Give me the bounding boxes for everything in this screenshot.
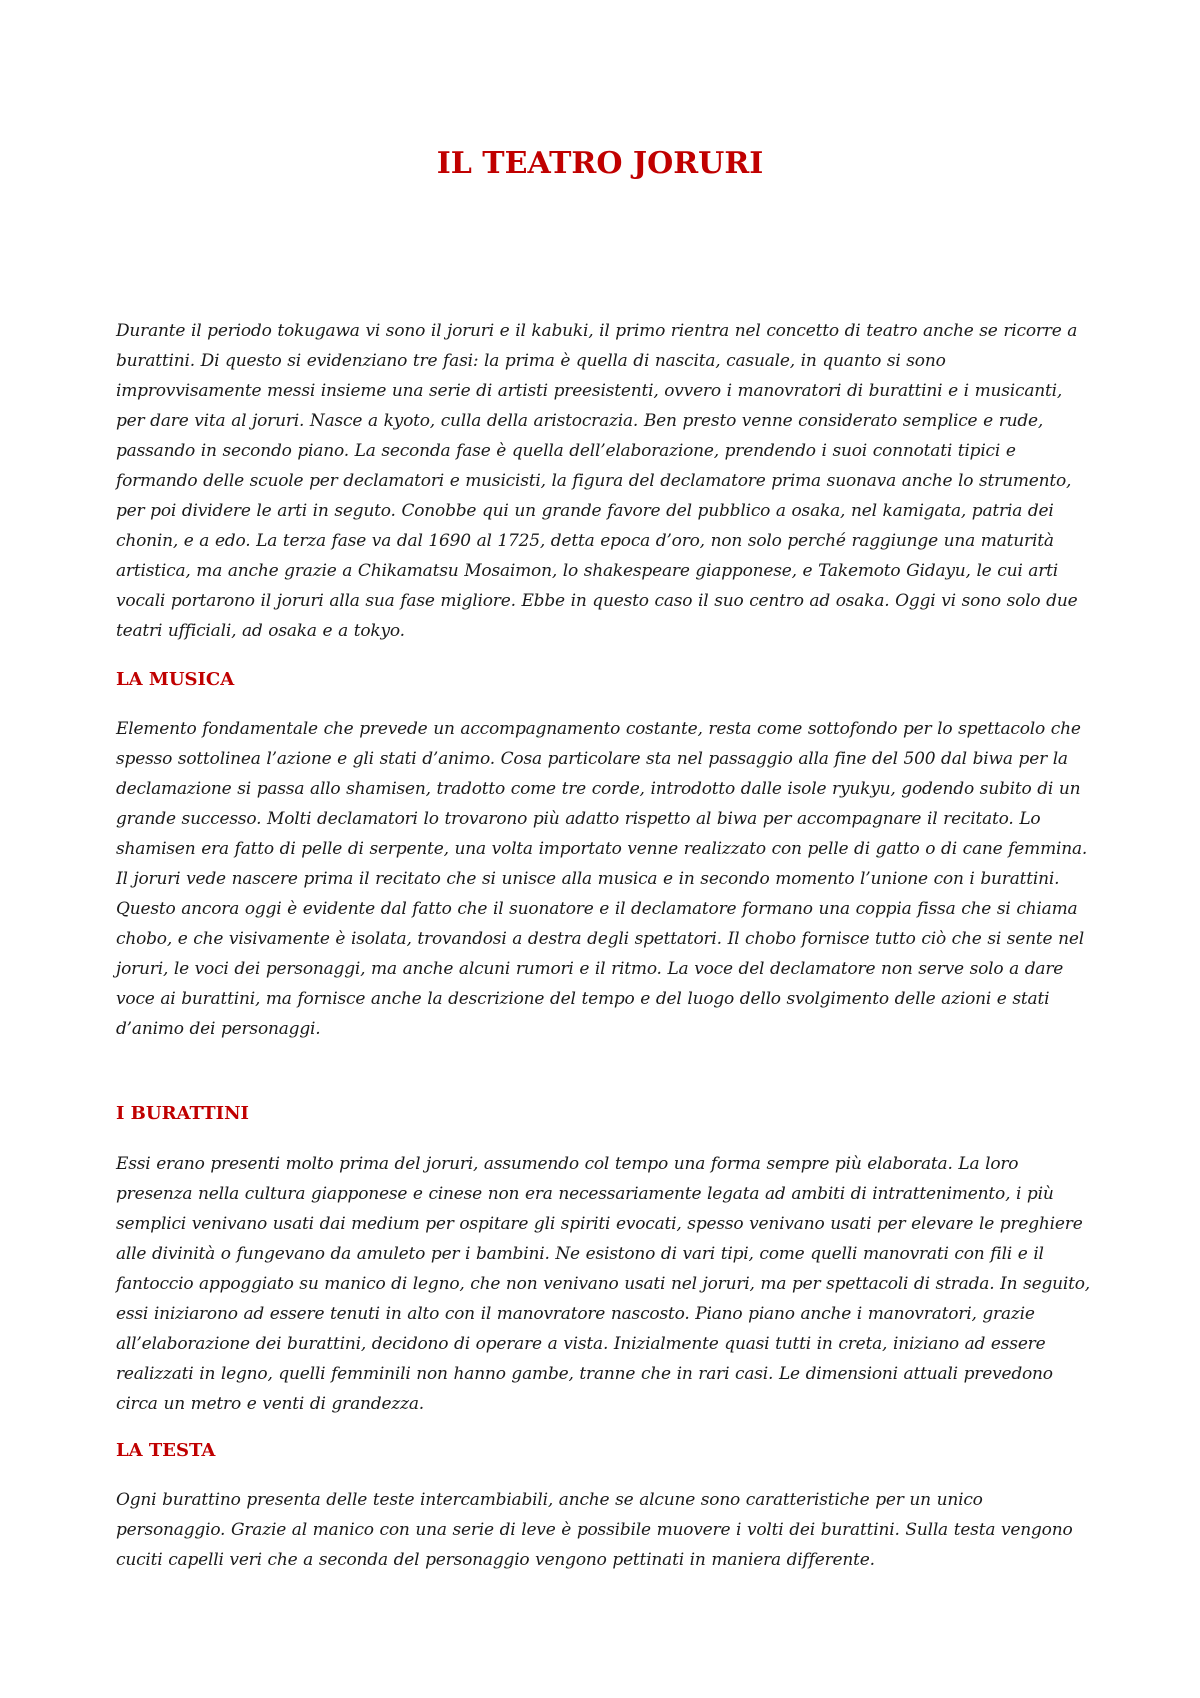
section-paragraph-i-burattini: Essi erano presenti molto prima del joruri, assumendo col tempo una forma sempre più elaborata. La loro presenza nella cultura giapponese e cinese non era necessariamente legata ad ambiti di intrattenimento, i più semplici venivano usati dai medium per ospitare gli spiriti evocati, spesso venivano usati per elevare le preghiere alle divinità o fungevano da amuleto per i bambini. Ne esistono di vari tipi, come quelli manovrati con fili e il fantoccio appoggiato su manico di legno, che non venivano usati nel joruri, ma per spettacoli di strada. In seguito, essi iniziarono ad essere tenuti in alto con il manovratore nascosto. Piano piano anche i manovratori, grazie all’elaborazione dei burattini, decidono di operare a vista. Inizialmente quasi tutti in creta, iniziano ad essere realizzati in legno, quelli femminili non hanno gambe, tranne che in rari casi. Le dimensioni attuali prevedono circa un metro e venti di grandezza. bbox=[116, 1154, 1090, 1414]
document-title: IL TEATRO JORURI bbox=[436, 146, 764, 181]
intro-paragraph: Durante il periodo tokugawa vi sono il joruri e il kabuki, il primo rientra nel concetto di teatro anche se ricorre a burattini. Di questo si evidenziano tre fasi: la prima è quella di nascita, casuale, in quanto si sono improvvisamente messi insieme una serie di artisti preesistenti, ovvero i manovratori di burattini e i musicanti, per dare vita al joruri. Nasce a kyoto, culla della aristocrazia. Ben presto venne considerato semplice e rude, passando in secondo piano. La seconda fase è quella dell’elaborazione, prendendo i suoi connotati tipici e formando delle scuole per declamatori e musicisti, la figura del declamatore prima suonava anche lo strumento, per poi dividere le arti in seguto. Conobbe qui un grande favore del pubblico a osaka, nel kamigata, patria dei chonin, e a edo. La terza fase va dal 1690 al 1725, detta epoca d’oro, non solo perché raggiunge una maturità artistica, ma anche grazie a Chikamatsu Mosaimon, lo shakespeare giapponese, e Takemoto Gidayu, le cui arti vocali portarono il joruri alla sua fase migliore. Ebbe in questo caso il suo centro ad osaka. Oggi vi sono solo due teatri ufficiali, ad osaka e a tokyo. bbox=[116, 321, 1078, 641]
section-heading-la-musica: LA MUSICA bbox=[116, 669, 235, 690]
section-heading-la-testa: LA TESTA bbox=[116, 1440, 216, 1461]
section-paragraph-la-testa: Ogni burattino presenta delle teste intercambiabili, anche se alcune sono caratteristiche per un unico personaggio. Grazie al manico con una serie di leve è possibile muovere i volti dei burattini. Sulla testa vengono cuciti capelli veri che a seconda del personaggio vengono pettinati in maniera differente. bbox=[116, 1490, 1073, 1570]
section-heading-i-burattini: I BURATTINI bbox=[116, 1103, 249, 1124]
section-paragraph-la-musica: Elemento fondamentale che prevede un accompagnamento costante, resta come sottofondo per lo spettacolo che spesso sottolinea l’azione e gli stati d’animo. Cosa particolare sta nel passaggio alla fine del 500 dal biwa per la declamazione si passa allo shamisen, tradotto come tre corde, introdotto dalle isole ryukyu, godendo subito di un grande successo. Molti declamatori lo trovarono più adatto rispetto al biwa per accompagnare il recitato. Lo shamisen era fatto di pelle di serpente, una volta importato venne realizzato con pelle di gatto o di cane femmina. Il joruri vede nascere prima il recitato che si unisce alla musica e in secondo momento l’unione con i burattini. Questo ancora oggi è evidente dal fatto che il suonatore e il declamatore formano una coppia fissa che si chiama chobo, e che visivamente è isolata, trovandosi a destra degli spettatori. Il chobo fornisce tutto ciò che si sente nel joruri, le voci dei personaggi, ma anche alcuni rumori e il ritmo. La voce del declamatore non serve solo a dare voce ai burattini, ma fornisce anche la descrizione del tempo e del luogo dello svolgimento delle azioni e stati d’animo dei personaggi. bbox=[116, 719, 1088, 1039]
